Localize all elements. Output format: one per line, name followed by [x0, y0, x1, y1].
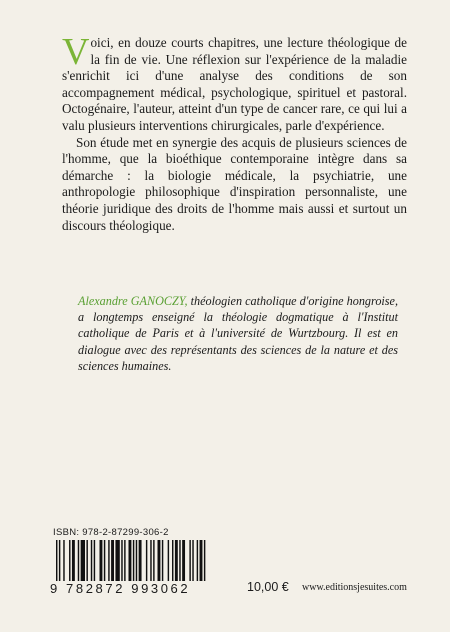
author-bio [78, 293, 398, 374]
summary-paragraph-2: Son étude met en synergie des acquis de plusieurs sciences de l'homme, que la bioéthique contemporaine intègre dans sa démarche : la biologie médicale, la psychiatrie, une anthropologie philosophique d'inspiration personnaliste, une théorie juridique des droits de l'homme mais aussi et surtout un discours théologique. [62, 134, 407, 233]
barcode-bar [204, 540, 205, 582]
barcode-bar [162, 540, 163, 582]
barcode-bar [56, 540, 57, 582]
barcode-bar [168, 540, 169, 582]
barcode-bar [115, 540, 119, 582]
barcode-bar [136, 540, 137, 582]
barcode-bar [124, 540, 125, 582]
barcode-digits: 9 782872 993062 [50, 581, 220, 596]
barcode-bar [63, 540, 64, 582]
drop-cap: V [62, 31, 90, 73]
price: 10,00 € [247, 580, 289, 594]
barcode-bar [108, 540, 109, 582]
barcode-bar [200, 540, 203, 582]
barcode-bars [50, 540, 216, 582]
summary-text [62, 31, 407, 234]
barcode-bar [78, 540, 79, 582]
barcode-bar [100, 540, 103, 582]
barcode-bar [146, 540, 147, 582]
barcode-bar [81, 540, 85, 582]
author-name: Alexandre GANOCZY, [78, 294, 188, 308]
barcode-bar [139, 540, 142, 582]
barcode-bar [179, 540, 180, 582]
barcode-bar [69, 540, 70, 582]
barcode-bar [129, 540, 132, 582]
barcode-bar [133, 540, 134, 582]
barcode-bar [121, 540, 122, 582]
barcode-bar [150, 540, 151, 582]
barcode-bar [94, 540, 95, 582]
barcode-bar [86, 540, 87, 582]
isbn-label: ISBN: 978-2-87299-306-2 [53, 527, 169, 538]
barcode-bar [182, 540, 185, 582]
barcode-bar [197, 540, 198, 582]
barcode-bar [111, 540, 114, 582]
barcode-bar [192, 540, 193, 582]
author-bio-text: théologien catholique d'origine hongroise, a longtemps enseigné la théologie dogmatique à l'Institut catholique de Paris et à l'université de Wurtzbourg. Il est en dialogue avec des représentants des sciences de la nature et des sciences humaines. [78, 294, 398, 373]
barcode-bar [153, 540, 154, 582]
barcode-bar [72, 540, 75, 582]
barcode-bar [175, 540, 178, 582]
summary-paragraph-1 [62, 31, 407, 135]
barcode-bar [172, 540, 173, 582]
barcode-bar [104, 540, 105, 582]
summary-paragraph-1-text: oici, en douze courts chapitres, une lecture théologique de la fin de vie. Une réflexion sur l'expérience de la maladie s'enrichit ici d'une analyse des conditions de son accompagnement médical, psychologique, spirituel et pastoral. Octogénaire, l'auteur, atteint d'un type de cancer rare, ce qui lui a valu plusieurs interventions chirurgicales, parle d'expérience. [62, 35, 407, 133]
publisher-website: www.editionsjesuites.com [302, 582, 407, 593]
barcode-bar [59, 540, 60, 582]
barcode-bar [158, 540, 161, 582]
barcode-bar [91, 540, 92, 582]
barcode-bar [189, 540, 190, 582]
